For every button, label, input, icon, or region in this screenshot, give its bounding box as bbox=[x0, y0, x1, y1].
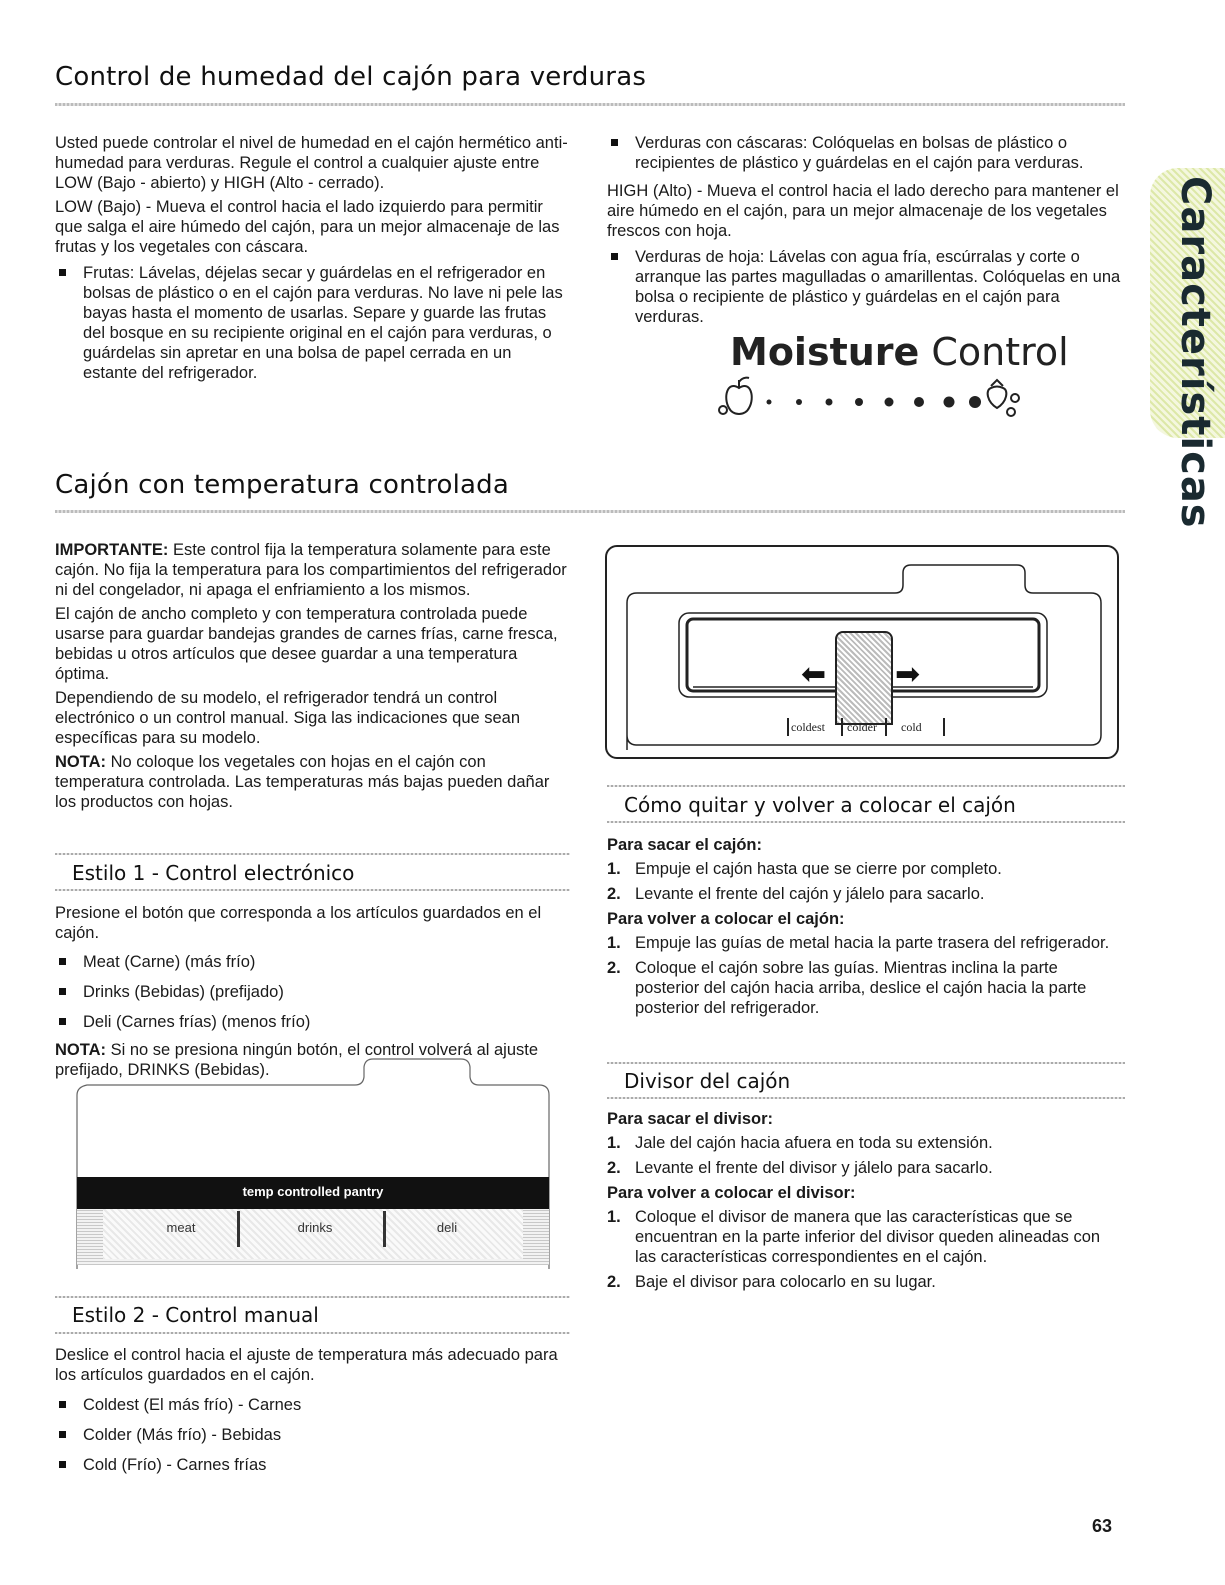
estilo2-body bbox=[55, 1345, 570, 1483]
humedad-left-column bbox=[55, 133, 570, 391]
button-divider bbox=[383, 1211, 386, 1247]
label-divider bbox=[841, 718, 843, 736]
temperatura-left-column bbox=[55, 540, 570, 816]
quitar-title: Cómo quitar y volver a colocar el cajón bbox=[624, 793, 1016, 817]
section-rule bbox=[55, 510, 1125, 513]
quitar-volver-label: Para volver a colocar el cajón: bbox=[607, 910, 845, 928]
humedad-right-column bbox=[607, 133, 1127, 335]
label-divider bbox=[885, 718, 887, 736]
subsection-rule bbox=[55, 1332, 570, 1334]
quitar-volver-step-2: Coloque el cajón sobre las guías. Mientras inclina la parte posterior del cajón hacia arriba, deslice el cajón hacia la parte posterior del refrigerador. bbox=[635, 959, 1087, 1017]
divisor-sacar-step-2: Levante el frente del divisor y jálelo para sacarlo. bbox=[635, 1159, 993, 1177]
slider-label-colder: colder bbox=[847, 720, 877, 734]
side-tab-label: Características bbox=[1172, 176, 1218, 529]
section-title-humedad: Control de humedad del cajón para verduras bbox=[55, 62, 647, 92]
strawberry-icon bbox=[988, 380, 1019, 416]
section-rule bbox=[55, 103, 1125, 106]
divisor-volver-label: Para volver a colocar el divisor: bbox=[607, 1184, 856, 1202]
quitar-body: Para sacar el cajón: 1. Empuje el cajón hasta que se cierre por completo. 2. Levante el frente del cajón y jálelo para sacarlo. Para volver a colocar el cajón: 1. Empuje las guías de metal hacia la parte trasera del refrigerador. 2. Coloque el cajón sobre las guías. Mientras inclina la parte posterior del cajón hacia arriba, deslice el cajón hacia la parte posterior del refrigerador. bbox=[607, 830, 1125, 1023]
button-meat[interactable]: meat bbox=[166, 1220, 196, 1235]
temperatura-p2: El cajón de ancho completo y con temperatura controlada puede usarse para guardar bandejas grandes de carnes frías, carne fresca, bebidas u otros artículos que desee guardar a una temperatura óptima. bbox=[55, 605, 558, 683]
button-deli[interactable]: deli bbox=[436, 1220, 458, 1235]
quitar-volver-step-1: Empuje las guías de metal hacia la parte trasera del refrigerador. bbox=[635, 934, 1110, 952]
moisture-word: Moisture bbox=[730, 330, 920, 374]
subsection-rule bbox=[607, 1062, 1125, 1064]
side-tab bbox=[1150, 168, 1225, 529]
arrow-left-icon: ⬅ bbox=[801, 658, 827, 691]
moisture-dots bbox=[767, 396, 982, 408]
slider-label-coldest: coldest bbox=[791, 720, 825, 734]
panel-title: temp controlled pantry bbox=[242, 1184, 384, 1199]
estilo1-item-drinks: Drinks (Bebidas) (prefijado) bbox=[55, 982, 570, 1002]
humedad-low: LOW (Bajo) - Mueva el control hacia el lado izquierdo para permitir que salga el aire húmedo del cajón, para un mejor almacenaje de las frutas y los vegetales con cáscara. bbox=[55, 198, 560, 256]
subsection-rule bbox=[55, 853, 570, 855]
arrow-right-icon: ➡ bbox=[895, 658, 921, 691]
manual-control-diagram bbox=[605, 545, 1117, 757]
quitar-sacar-step-1: Empuje el cajón hasta que se cierre por completo. bbox=[635, 860, 1002, 878]
subsection-rule bbox=[607, 821, 1125, 823]
estilo2-item-cold: Cold (Frío) - Carnes frías bbox=[55, 1455, 570, 1475]
importante-label: IMPORTANTE: bbox=[55, 541, 169, 559]
bullet-hoja: Verduras de hoja: Lávelas con agua fría, escúrralas y corte o arranque las partes magulladas o amarillentas. Colóquelas en una bolsa o recipiente de plástico y guárdelas en el cajón para verduras. bbox=[607, 247, 1127, 327]
divisor-title: Divisor del cajón bbox=[624, 1069, 791, 1093]
page-number: 63 bbox=[1092, 1516, 1113, 1536]
estilo1-title: Estilo 1 - Control electrónico bbox=[72, 861, 355, 885]
section-title-temperatura: Cajón con temperatura controlada bbox=[55, 470, 509, 500]
importante-text: Este control fija la temperatura solamente para este cajón. No fija la temperatura para los compartimientos del refrigerador ni del congelador, ni apaga el enfriamiento a los mismos. bbox=[55, 541, 567, 599]
bullet-cascaras: Verduras con cáscaras: Colóquelas en bolsas de plástico o recipientes de plástico y guárdelas en el cajón para verduras. bbox=[607, 133, 1127, 173]
estilo1-item-deli: Deli (Carnes frías) (menos frío) bbox=[55, 1012, 570, 1032]
humedad-high: HIGH (Alto) - Mueva el control hacia el lado derecho para mantener el aire húmedo en el cajón, para un mejor almacenaje de los vegetales frescos con hoja. bbox=[607, 182, 1119, 240]
bullet-frutas: Frutas: Lávelas, déjelas secar y guárdelas en el refrigerador en bolsas de plástico o en el cajón para verduras. No lave ni pele las bayas hasta el momento de usarlas. Separe y guarde las frutas del bosque en su recipiente original en el cajón para verduras, o guárdelas sin apretar en una bolsa de papel cerrada en un estante del refrigerador. bbox=[55, 263, 570, 383]
apple-icon bbox=[719, 378, 752, 414]
nota-text: No coloque los vegetales con hojas en el cajón con temperatura controlada. Las temperaturas más bajas pueden dañar los productos con hojas. bbox=[55, 753, 550, 811]
estilo1-item-meat: Meat (Carne) (más frío) bbox=[55, 952, 570, 972]
slider-label-cold: cold bbox=[901, 720, 922, 734]
subsection-rule bbox=[607, 1097, 1125, 1099]
subsection-rule bbox=[607, 785, 1125, 787]
button-drinks[interactable]: drinks bbox=[297, 1220, 333, 1235]
estilo2-item-coldest: Coldest (El más frío) - Carnes bbox=[55, 1395, 570, 1415]
estilo2-title: Estilo 2 - Control manual bbox=[72, 1303, 319, 1327]
estilo2-intro: Deslice el control hacia el ajuste de temperatura más adecuado para los artículos guardados en el cajón. bbox=[55, 1346, 558, 1384]
button-divider bbox=[237, 1211, 240, 1247]
moisture-slider-graphic bbox=[715, 368, 1035, 424]
divisor-volver-step-2: Baje el divisor para colocarlo en su lugar. bbox=[635, 1273, 936, 1291]
divisor-body: Para sacar el divisor: 1. Jale del cajón hacia afuera en toda su extensión. 2. Levante el frente del divisor y jálelo para sacarlo. Para volver a colocar el divisor: 1. Coloque el divisor de manera que las características que se encuentran en la parte inferior del divisor queden alineadas con las características correspondientes en el cajón. 2. Baje el divisor para colocarlo en su lugar. bbox=[607, 1104, 1125, 1297]
divisor-volver-step-1: Coloque el divisor de manera que las características que se encuentran en la parte inferior del divisor queden alineadas con las características correspondientes en el cajón. bbox=[635, 1208, 1101, 1266]
divisor-sacar-step-1: Jale del cajón hacia afuera en toda su extensión. bbox=[635, 1134, 993, 1152]
slider-handle[interactable] bbox=[835, 631, 893, 725]
quitar-sacar-step-2: Levante el frente del cajón y jálelo para sacarlo. bbox=[635, 885, 985, 903]
estilo2-item-colder: Colder (Más frío) - Bebidas bbox=[55, 1425, 570, 1445]
estilo1-nota: Si no se presiona ningún botón, el control volverá al ajuste prefijado, DRINKS (Bebidas). bbox=[55, 1041, 539, 1079]
subsection-rule bbox=[55, 1296, 570, 1298]
humedad-intro: Usted puede controlar el nivel de humedad en el cajón hermético anti-humedad para verduras. Regule el control a cualquier ajuste entre LOW (Bajo - abierto) y HIGH (Alto - cerrado). bbox=[55, 134, 568, 192]
nota-label: NOTA: bbox=[55, 753, 107, 771]
subsection-rule bbox=[55, 889, 570, 891]
estilo1-intro: Presione el botón que corresponda a los artículos guardados en el cajón. bbox=[55, 904, 542, 942]
control-word: Control bbox=[919, 330, 1069, 374]
temperatura-p3: Dependiendo de su modelo, el refrigerador tendrá un control electrónico o un control manual. Siga las indicaciones que sean específicas para su modelo. bbox=[55, 689, 521, 747]
electronic-control-panel bbox=[75, 1055, 551, 1270]
divisor-sacar-label: Para sacar el divisor: bbox=[607, 1110, 774, 1128]
nota-label: NOTA: bbox=[55, 1041, 107, 1059]
quitar-sacar-label: Para sacar el cajón: bbox=[607, 836, 763, 854]
